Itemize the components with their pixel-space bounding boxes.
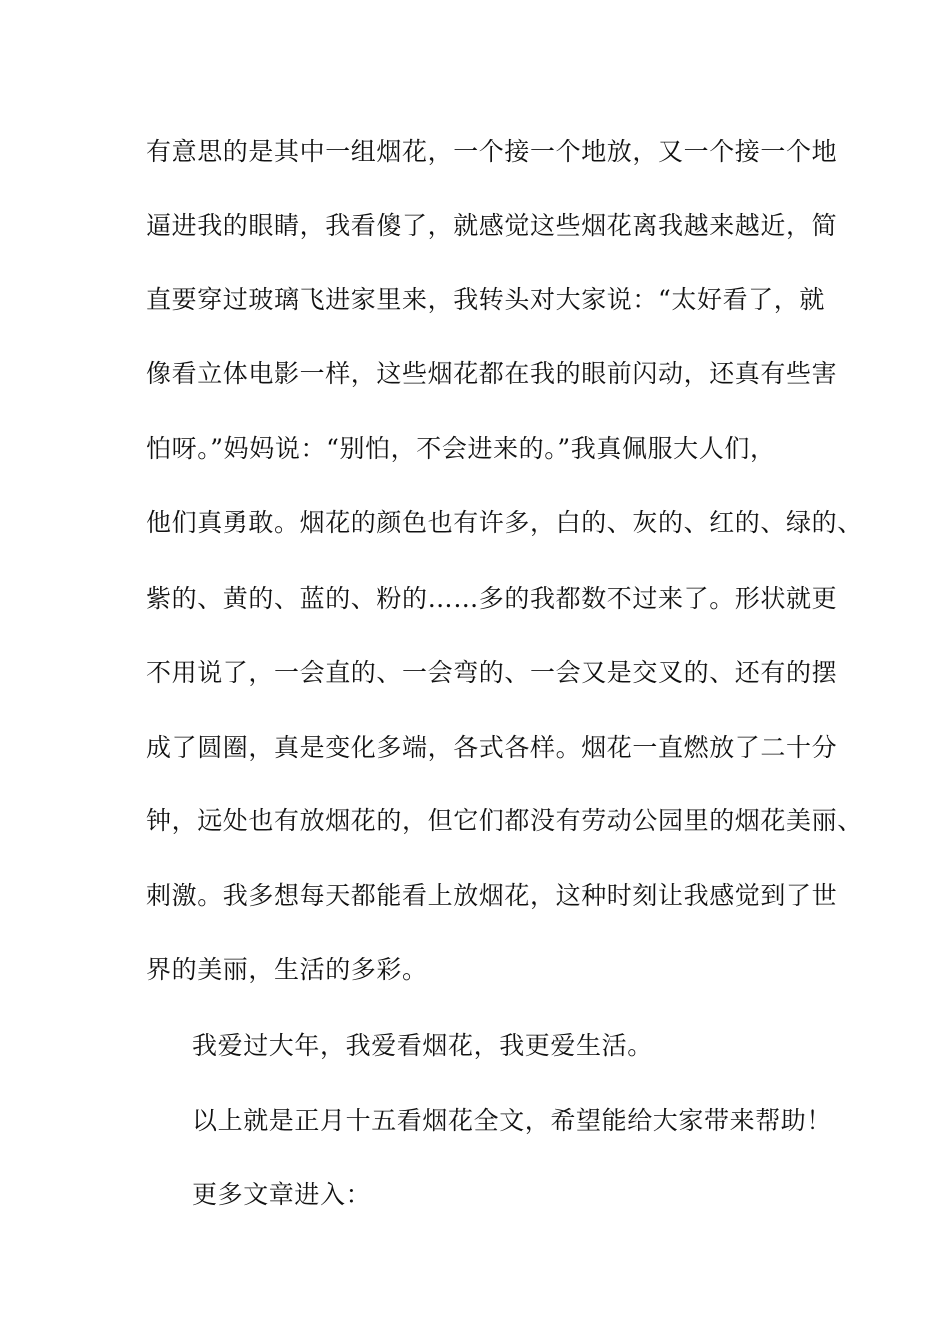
- paragraph-line: 紫的、黄的、蓝的、粉的……多的我都数不过来了。形状就更: [146, 584, 838, 613]
- paragraph-line: 不用说了，一会直的、一会弯的、一会又是交叉的、还有的摆: [146, 658, 838, 687]
- paragraph-line: 钟，远处也有放烟花的，但它们都没有劳动公园里的烟花美丽、: [146, 806, 863, 835]
- summary-paragraph: 以上就是正月十五看烟花全文，希望能给大家带来帮助！: [192, 1106, 833, 1135]
- paragraph-line: 成了圆圈，真是变化多端，各式各样。烟花一直燃放了二十分: [146, 733, 838, 762]
- paragraph-line: 逼进我的眼睛，我看傻了，就感觉这些烟花离我越来越近，简: [146, 211, 838, 240]
- closing-paragraph: 我爱过大年，我爱看烟花，我更爱生活。: [192, 1031, 653, 1060]
- more-articles-text: 更多文章进入：: [192, 1180, 372, 1209]
- paragraph-line: 有意思的是其中一组烟花，一个接一个地放，又一个接一个地: [146, 137, 838, 166]
- paragraph-line: 他们真勇敢。烟花的颜色也有许多，白的、灰的、红的、绿的、: [146, 508, 863, 537]
- paragraph-line: 直要穿过玻璃飞进家里来，我转头对大家说：“太好看了，就: [146, 285, 825, 314]
- paragraph-line: 怕呀。”妈妈说：“别怕，不会进来的。”我真佩服大人们，: [146, 434, 776, 463]
- paragraph-line: 界的美丽，生活的多彩。: [146, 955, 428, 984]
- paragraph-line: 刺激。我多想每天都能看上放烟花，这种时刻让我感觉到了世: [146, 881, 838, 910]
- paragraph-line: 像看立体电影一样，这些烟花都在我的眼前闪动，还真有些害: [146, 359, 838, 388]
